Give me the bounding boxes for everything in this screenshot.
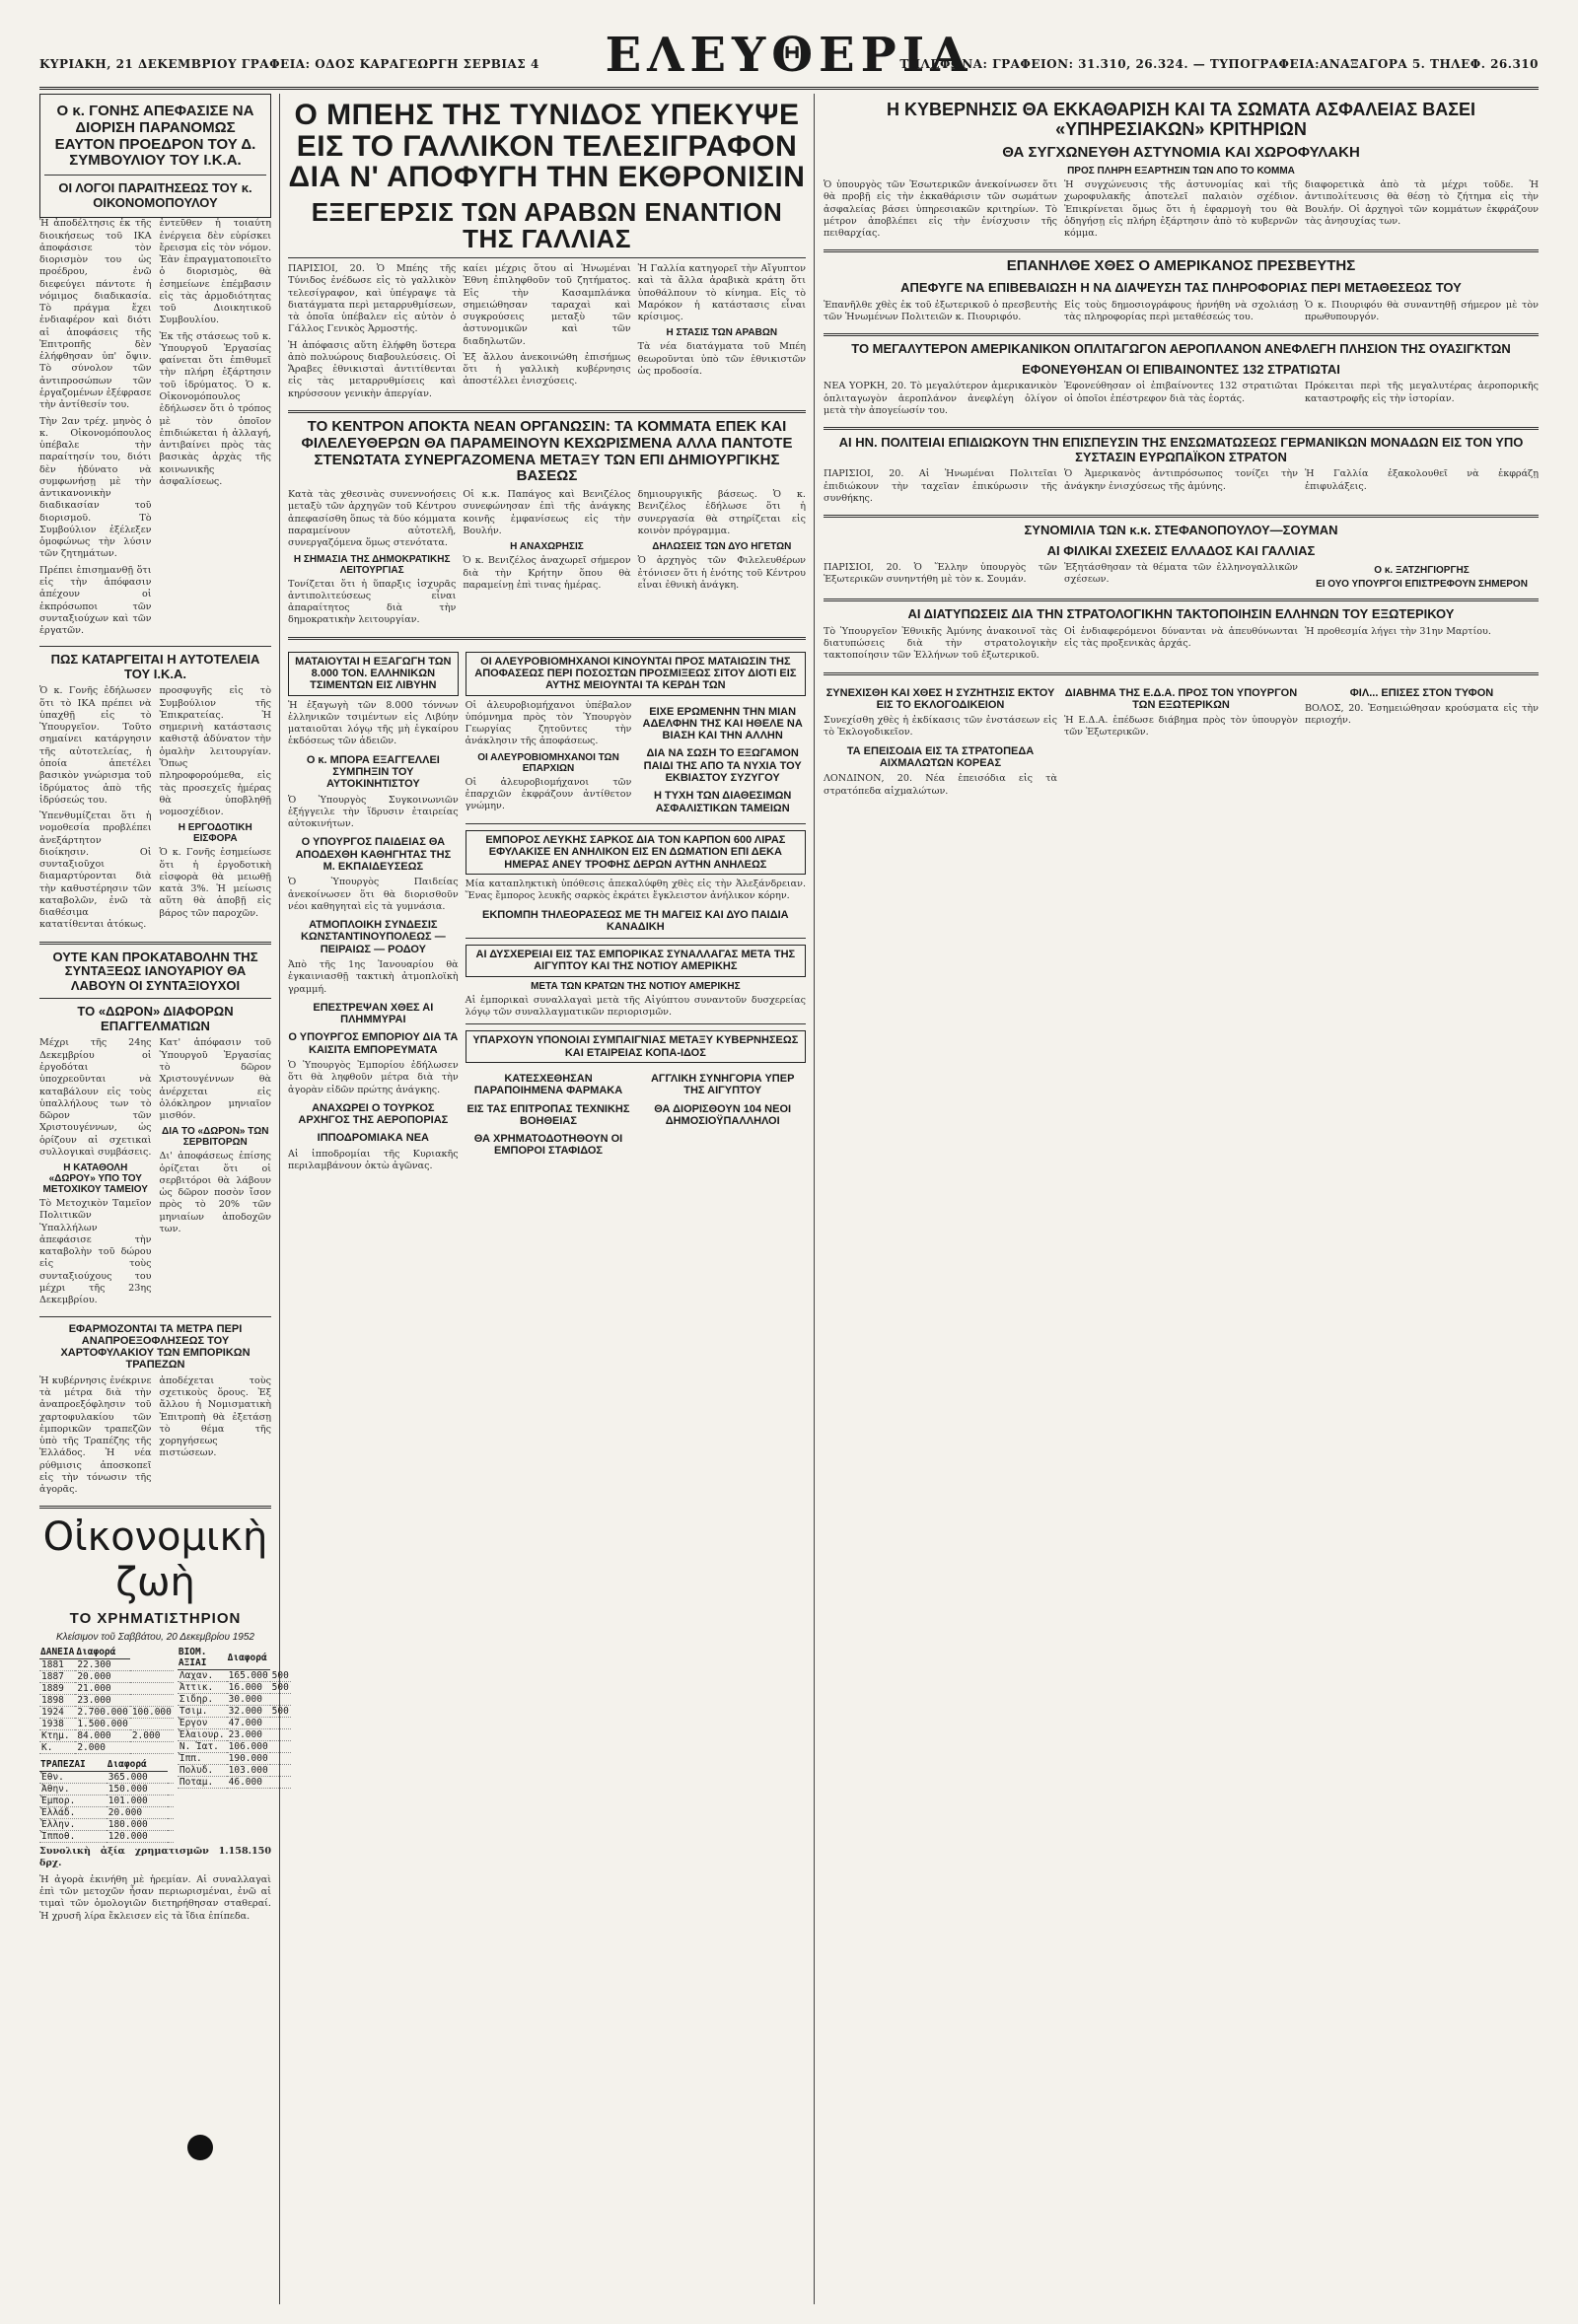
article-text: Τὰ νέα διατάγματα τοῦ Μπέη θεωροῦνται ὑπὸ τῶν ἐθνικιστῶν ὡς προδοσία. [637, 341, 806, 377]
article-text: Ἡ Ε.Δ.Α. ἐπέδωσε διάβημα πρὸς τὸν ὑπουργὸν τῶν Ἐξωτερικῶν. [1064, 715, 1298, 739]
table-row [39, 1796, 174, 1807]
table-row [39, 1719, 174, 1730]
row-value: 365.000 [107, 1772, 168, 1784]
table-row [39, 1784, 174, 1796]
article-text: Οἱ ἀλευροβιομήχανοι τῶν ἐπαρχιῶν ἐκφράζουν ἀντίθετον γνώμην. [465, 776, 632, 812]
headline-conscription: ΑΙ ΔΙΑΤΥΠΩΣΕΙΣ ΔΙΑ ΤΗΝ ΣΤΡΑΤΟΛΟΓΙΚΗΝ ΤΑΚΤΟΠΟΙΗΣΙΝ ΕΛΛΗΝΩΝ ΤΟΥ ΕΞΩΤΕΡΙΚΟΥ [907, 606, 1455, 622]
headline-tv: ΕΚΠΟΜΠΗ ΤΗΛΕΟΡΑΣΕΩΣ ΜΕ ΤΗ ΜΑΓΕΙΣ ΚΑΙ ΔΥΟ ΠΑΙΔΙΑ ΚΑΝΑΔΙΚΗ [482, 908, 789, 933]
article-text: Συνεχίσθη χθὲς ἡ ἐκδίκασις τῶν ἐνστάσεων εἰς τὸ Ἐκλογοδικεῖον. [824, 715, 1057, 739]
article-text: Ἐπανῆλθε χθὲς ἐκ τοῦ ἐξωτερικοῦ ὁ πρεσβευτὴς τῶν Ἡνωμένων Πολιτειῶν κ. Πιουριφόυ. [824, 299, 1057, 323]
table-row [39, 1671, 174, 1683]
headline-shipping-link: ΑΤΜΟΠΛΟΙΚΗ ΣΥΝΔΕΣΙΣ ΚΩΝΣΤΑΝΤΙΝΟΥΠΟΛΕΩΣ — ΠΕΙΡΑΙΩΣ — ΡΟΔΟΥ [300, 919, 446, 955]
headline-english: ΑΓΓΛΙΚΗ ΣΥΝΗΓΟΡΙΑ ΥΠΕΡ ΤΗΣ ΑΙΓΥΠΤΟΥ [650, 1072, 795, 1097]
row-label: Ἱπποθ. [39, 1831, 107, 1843]
row-label: Κ. [39, 1742, 75, 1754]
headline-greek-french: ΑΙ ΦΙΛΙΚΑΙ ΣΧΕΣΕΙΣ ΕΛΛΑΔΟΣ ΚΑΙ ΓΑΛΛΙΑΣ [1046, 542, 1316, 558]
headline-goni: Ο κ. ΓΟΝΗΣ ΑΠΕΦΑΣΙΣΕ ΝΑ ΔΙΟΡΙΣΗ ΠΑΡΑΝΟΜΩΣ ΕΑΥΤΟΝ ΠΡΟΕΔΡΟΝ ΤΟΥ Δ. ΣΥΜΒΟΥΛΙΟΥ ΤΟΥ Ι.Κ.Α. [54, 103, 256, 170]
table-row [39, 1695, 174, 1707]
article-text: ΝΕΑ ΥΟΡΚΗ, 20. Τὸ μεγαλύτερον ἀμερικανικὸν ὁπλιταγωγὸν ἀεροπλάνον ἀνεφλέγη ὀλίγον μετὰ τὴν ἀπογείωσίν του. [824, 381, 1057, 416]
article-text: Τονίζεται ὅτι ἡ ὕπαρξις ἰσχυρᾶς ἀντιπολιτεύσεως εἶναι ἀπαραίτητος διὰ τὴν δημοκρατικὴν λειτουργίαν. [288, 578, 457, 626]
article-text: Αἱ ἐμπορικαὶ συναλλαγαὶ μετὰ τῆς Αἰγύπτου συναντοῦν δυσχερείας λόγῳ τῶν συναλλαγματικῶν περιορισμῶν. [465, 994, 806, 1019]
table-row [39, 1730, 174, 1742]
article-text: Ὁ ἀρχηγὸς τῶν Φιλελευθέρων ἐτόνισεν ὅτι ἡ ἑνότης τοῦ Κέντρου εἶναι ἐθνικὴ ἀνάγκη. [637, 555, 806, 591]
subhead-democratic: Η ΣΗΜΑΣΙΑ ΤΗΣ ΔΗΜΟΚΡΑΤΙΚΗΣ ΛΕΙΤΟΥΡΓΙΑΣ [293, 553, 451, 576]
article-text: Μέχρι τῆς 24ης Δεκεμβρίου οἱ ἐργοδόται ὑποχρεοῦνται νὰ καταβάλουν εἰς τοὺς ὑπαλλήλους των τὸ δῶρον τῶν Χριστουγέννων, ὡς ὁρίζουν αἱ σχετικαὶ συλλογικαὶ συμβάσεις. [39, 1037, 152, 1158]
article-text: Κατὰ τὰς χθεσινὰς συνεννοήσεις μεταξὺ τῶν ἀρχηγῶν τοῦ Κέντρου ἀπεφασίσθη ὅπως τὰ δύο κόμματα παραμείνουν αὐτοτελῆ, συνεργαζόμενα ὅμως στενότατα. [288, 489, 457, 549]
article-text: Εἰς τοὺς δημοσιογράφους ἠρνήθη νὰ σχολιάσῃ τὰς πληροφορίας περὶ μεταθέσεώς του. [1064, 299, 1298, 323]
article-text: Ἡ ἐξαγωγὴ τῶν 8.000 τόννων ἑλληνικῶν τσιμέντων εἰς Λιβύην ματαιοῦται λόγῳ τῆς μὴ ἐγκαίρου ἐκδόσεως τῶν ἀδειῶν. [288, 699, 459, 747]
left-column [39, 94, 289, 2304]
row-label: 1924 [39, 1707, 75, 1719]
table-row [39, 1772, 174, 1784]
row-value: 165.000 [228, 1670, 268, 1682]
article-text: Ἡ ἀπόφασις αὕτη ἐλήφθη ὕστερα ἀπὸ πολυώρους διαβουλεύσεις. Οἱ Ἄραβες ἐθνικισταὶ ἀντιτίθενται εἰς τὰς μεταρρυθμίσεις καὶ κηρύσσουν γενικὴν ἀπεργίαν. [288, 339, 457, 399]
row-label: Σιδηρ. [178, 1694, 227, 1706]
headline-police-merge: ΘΑ ΣΥΓΧΩΝΕΥΘΗ ΑΣΤΥΝΟΜΙΑ ΚΑΙ ΧΩΡΟΦΥΛΑΚΗ [1002, 144, 1360, 162]
article-text: Ἡ Γαλλία ἐξακολουθεῖ νὰ ἐκφράζῃ ἐπιφυλάξεις. [1305, 468, 1539, 492]
article-text: προσφυγῆς εἰς τὸ Συμβούλιον τῆς Ἐπικρατείας. Ἡ σημερινὴ κατάστασις καθιστᾷ ἀδύνατον τὴν ὁμαλὴν λειτουργίαν. Ὅπως πληροφορούμεθα, εἰς τὰς προσεχεῖς ἡμέρας θὰ ὑποβληθῇ νομοσχέδιον. [159, 685, 271, 818]
headline-ika-autonomy: ΠΩΣ ΚΑΤΑΡΓΕΙΤΑΙ Η ΑΥΤΟΤΕΛΕΙΑ ΤΟΥ Ι.Κ.Α. [50, 652, 260, 681]
row-label: Ἐλλάδ. [39, 1807, 107, 1819]
row-value: 106.000 [228, 1741, 268, 1753]
row-value: 500 [271, 1682, 289, 1694]
article-text: Ἡ κυβέρνησις ἐνέκρινε τὰ μέτρα διὰ τὴν ἀναπροεξόφλησιν τοῦ χαρτοφυλακίου τῶν ἐμπορικῶν τραπεζῶν ὑπὸ τῆς Τραπέζης τῆς Ἑλλάδος. Ἡ νέα ρύθμισις ἀποσκοπεῖ εἰς τὴν τόνωσιν τῆς ἀγορᾶς. [39, 1374, 152, 1496]
table-row [39, 1683, 174, 1695]
row-label: 1898 [39, 1695, 75, 1707]
subhead-waiters: ΔΙΑ ΤΟ «ΔΩΡΟΝ» ΤΩΝ ΣΕΡΒΙΤΟΡΩΝ [162, 1126, 269, 1149]
row-value [130, 1659, 174, 1671]
banner-subheadline: ΕΞΕΓΕΡΣΙΣ ΤΩΝ ΑΡΑΒΩΝ ΕΝΑΝΤΙΟΝ ΤΗΣ ΓΑΛΛΙΑΣ [311, 196, 783, 253]
article-text: δημιουργικῆς βάσεως. Ὁ κ. Βενιζέλος ἐδήλωσε ὅτι ἡ συνεργασία θὰ στηρίζεται εἰς κοινὸν πρόγραμμα. [637, 489, 806, 536]
row-value: 47.000 [227, 1718, 270, 1729]
row-value [168, 1784, 174, 1796]
article-text: Δι' ἀποφάσεως ἐπίσης ὁρίζεται ὅτι οἱ σερβιτόροι θὰ λάβουν ὡς δῶρον ποσὸν ἴσον πρὸς τὸ 20% τῶν μηνιαίων ἀποδοχῶν των. [159, 1151, 271, 1234]
row-label: Ἐθν. [39, 1772, 107, 1784]
headline-center-party: ΤΟ ΚΕΝΤΡΟΝ ΑΠΟΚΤΑ ΝΕΑΝ ΟΡΓΑΝΩΣΙΝ: ΤΑ ΚΟΜΜΑΤΑ ΕΠΕΚ ΚΑΙ ΦΙΛΕΛΕΥΘΕΡΩΝ ΘΑ ΠΑΡΑΜΕΙΝΟΥΝ ΚΕΧΩΡΙΣΜΕΝΑ ΑΛΛΑ ΠΑΝΤΟΤΕ ΣΤΕΝΩΤΑΤΑ ΣΥΝΕΡΓΑΖΟΜΕΝΑ ΜΕΤΑΞΥ ΤΩΝ ΕΠΙ ΔΗΜΙΟΥΡΓΙΚΗΣ ΒΑΣΕΩΣ [301, 418, 793, 485]
row-value [168, 1819, 174, 1831]
subhead-arab-stance: Η ΣΤΑΣΙΣ ΤΩΝ ΑΡΑΒΩΝ [666, 327, 778, 339]
headline-rescue: ΔΙΑ ΝΑ ΣΩΣΗ ΤΟ ΕΞΩΓΑΜΟΝ ΠΑΙΔΙ ΤΗΣ ΑΠΟ ΤΑ ΝΥΧΙΑ ΤΟΥ ΕΚΒΙΑΣΤΟΥ ΣΥΖΥΓΟΥ [643, 747, 802, 785]
headline-korea-camps: ΤΑ ΕΠΕΙΣΟΔΙΑ ΕΙΣ ΤΑ ΣΤΡΑΤΟΠΕΔΑ ΑΙΧΜΑΛΩΤΩΝ ΚΟΡΕΑΣ [846, 744, 1035, 769]
table-row [39, 1807, 174, 1819]
table-row [178, 1777, 291, 1789]
headline-civil-servants: ΘΑ ΔΙΟΡΙΣΘΟΥΝ 104 ΝΕΟΙ ΔΗΜΟΣΙΟΫΠΑΛΛΗΛΟΙ [654, 1102, 792, 1127]
row-label: Κτημ. [39, 1730, 75, 1742]
total-trading-value: Συνολικὴ ἀξία χρηματισμῶν 1.158.150 δρχ. [39, 1846, 271, 1869]
article-text: Πρόκειται περὶ τῆς μεγαλυτέρας ἀεροπορικῆς καταστροφῆς εἰς τὴν ἱστορίαν. [1305, 381, 1539, 404]
subhead-contribution: Η ΕΡΓΟΔΟΤΙΚΗ ΕΙΣΦΟΡΑ [178, 822, 252, 845]
headline-ambassador: ΕΠΑΝΗΛΘΕ ΧΘΕΣ Ο ΑΜΕΡΙΚΑΝΟΣ ΠΡΕΣΒΕΥΤΗΣ [1006, 257, 1356, 275]
article-text: Ἐξ ἄλλου ἀνεκοινώθη ἐπισήμως ὅτι ἡ γαλλικὴ κυβέρνησις ἀποστέλλει ἐνισχύσεις. [463, 351, 631, 387]
row-value [130, 1719, 174, 1730]
table-row [39, 1659, 174, 1671]
subhead-departure: Η ΑΝΑΧΩΡΗΣΙΣ [510, 541, 584, 553]
article-text: Ἡ ἀγορὰ ἐκινήθη μὲ ἡρεμίαν. Αἱ συναλλαγαὶ ἐπὶ τῶν μετοχῶν ἦσαν περιωρισμέναι, ἐνῶ αἱ τιμαὶ τῶν ὁμολογιῶν διετηρήθησαν σταθεραί. Ἡ χρυσῆ λίρα ἔκλεισεν εἰς τὰ ἴδια ἐπίπεδα. [39, 1873, 271, 1922]
article-text: Ἡ συγχώνευσις τῆς ἀστυνομίας καὶ τῆς χωροφυλακῆς ἀποτελεῖ παλαιὸν σχέδιον. Ἐπικρίνεται ὅμως ὅτι ἡ ἐφαρμογὴ του θὰ ὁδηγήσῃ εἰς πλήρη ἐξάρτησιν ἀπὸ τὸ κυβερνῶν κόμμα. [1064, 179, 1298, 240]
row-value: 32.000 [227, 1706, 270, 1718]
headline-cars: Ο κ. ΜΠΟΡΑ ΕΞΑΓΓΕΛΛΕΙ ΣΥΜΠΗΞΙΝ ΤΟΥ ΑΥΤΟΚΙΝΗΤΙΣΤΟΥ [306, 753, 440, 791]
article-text: Ὁ Ἀμερικανὸς ἀντιπρόσωπος τονίζει τὴν ἀνάγκην ἐνισχύσεως τῆς ἀμύνης. [1064, 468, 1298, 492]
article-text: Μία καταπληκτικὴ ὑπόθεσις ἀπεκαλύφθη χθὲς εἰς τὴν Ἀλεξάνδρειαν. Ἕνας ἔμπορος λευκῆς σαρκὸς ἐκράτει ἔγκλειστον ἀνήλικον κόρην. [465, 878, 806, 902]
table-row [178, 1741, 291, 1753]
row-value: 22.300 [75, 1659, 129, 1671]
headline-raisin: ΘΑ ΧΡΗΜΑΤΟΔΟΤΗΘΟΥΝ ΟΙ ΕΜΠΟΡΟΙ ΣΤΑΦΙΔΟΣ [473, 1133, 623, 1158]
row-label: 1887 [39, 1671, 75, 1683]
headline-funds: Η ΤΥΧΗ ΤΩΝ ΔΙΑΘΕΣΙΜΩΝ ΑΣΦΑΛΙΣΤΙΚΩΝ ΤΑΜΕΙΩΝ [653, 790, 792, 814]
article-text: Ὑπενθυμίζεται ὅτι ἡ νομοθεσία προβλέπει ἀνεξάρτητον διοίκησιν. Οἱ συνταξιοῦχοι διαμαρτύρονται διὰ τὴν καθυστέρησιν τῶν καταβολῶν, ἐνῶ τὰ διαθέσιμα κατατίθενται ἀτόκως. [39, 810, 152, 931]
table-row [178, 1706, 291, 1718]
article-text: Ἀπὸ τῆς 1ης Ἰανουαρίου θὰ ἐγκαινιασθῇ τακτικὴ ἀτμοπλοϊκὴ γραμμή. [288, 959, 459, 995]
table-row [39, 1742, 174, 1754]
economy-section-title: Οἰκονομικὴ ζωὴ [42, 1514, 268, 1606]
article-text: ΠΑΡΙΣΙΟΙ, 20. Αἱ Ἡνωμέναι Πολιτεῖαι ἐπιδιώκουν τὴν ταχεῖαν ἐπικύρωσιν τῆς συνθήκης. [824, 468, 1057, 504]
article-text: ἐντεῦθεν ἡ τοιαύτη ἐνέργεια δὲν εὑρίσκει ἔρεισμα εἰς τὸν νόμον. Ἐὰν ἐπραγματοποιεῖτο ὁ διορισμὸς, θὰ ἐσημείωνε ἐπέμβασιν εἰς τὰς ἁρμοδιότητας τοῦ Διοικητικοῦ Συμβουλίου. [159, 218, 271, 326]
article-text: Ἡ Γαλλία κατηγορεῖ τὴν Αἴγυπτον καὶ τὰ ἄλλα ἀραβικὰ κράτη ὅτι ὑποθάλπουν τὸ κίνημα. Εἰς τὸ Μαρόκον ἡ κατάστασις εἶναι κρίσιμος. [637, 263, 806, 323]
row-label: Ἀθην. [39, 1784, 107, 1796]
article-text: ΠΑΡΙΣΙΟΙ, 20. Ὁ Μπέης τῆς Τύνιδος ἐνέδωσε εἰς τὸ γαλλικὸν τελεσίγραφον, καὶ ὑπέγραψε τὰ διατάγματα περὶ μεταρρυθμίσεων, τὰ ὁποῖα ὑπέβαλεν εἰς αὐτὸν ὁ Γάλλος Γενικὸς Ἀρμοστής. [288, 263, 457, 335]
table-row [178, 1670, 291, 1682]
row-value: 103.000 [228, 1765, 268, 1777]
row-label: Ἀττικ. [178, 1682, 227, 1694]
newspaper-title: ΕΛΕΥΘΕΡΙΑ [605, 28, 973, 83]
article-text: ἀποδέχεται τοὺς σχετικοὺς ὅρους. Ἐξ ἄλλου ἡ Νομισματικὴ Ἐπιτροπὴ θὰ ἐξετάσῃ τὸ θέμα τῆς χορηγήσεως πιστώσεων. [159, 1374, 271, 1459]
row-label: Ἐμπορ. [39, 1796, 107, 1807]
stock-exchange-date: Κλείσιμον τοῦ Σαββάτου, 20 Δεκεμβρίου 1952 [55, 1632, 254, 1644]
row-label: Ν. Ἰατ. [178, 1741, 227, 1753]
headline-stefanopoulos: ΣΥΝΟΜΙΛΙΑ ΤΩΝ κ.κ. ΣΤΕΦΑΝΟΠΟΥΛΟΥ—ΣΟΥΜΑΝ [1024, 523, 1338, 538]
table-row [39, 1707, 174, 1719]
row-value [130, 1695, 174, 1707]
row-value [130, 1683, 174, 1695]
article-text: Ὁ κ. Βενιζέλος ἀναχωρεῖ σήμερον διὰ τὴν Κρήτην ὅπου θὰ παραμείνῃ ἐπὶ τινας ἡμέρας. [463, 555, 631, 591]
row-value [168, 1772, 174, 1784]
row-value [168, 1831, 174, 1843]
row-label: Τσιμ. [178, 1706, 227, 1718]
headline-education: Ο ΥΠΟΥΡΓΟΣ ΠΑΙΔΕΙΑΣ ΘΑ ΑΠΟΔΕΧΘΗ ΚΑΘΗΓΗΤΑΣ ΤΗΣ Μ. ΕΚΠΑΙΔΕΥΣΕΩΣ [295, 836, 452, 873]
table-row [178, 1753, 291, 1765]
row-label: Ποταμ. [178, 1777, 227, 1789]
row-value: 30.000 [227, 1694, 270, 1706]
ink-blot [187, 2135, 213, 2160]
row-value: 150.000 [107, 1784, 168, 1796]
row-value: 2.000 [130, 1730, 174, 1742]
row-value: 190.000 [228, 1753, 268, 1765]
row-value: 500 [271, 1706, 289, 1718]
article-text: Οἱ ἐνδιαφερόμενοι δύνανται νὰ ἀπευθύνωνται εἰς τὰς προξενικὰς ἀρχάς. [1064, 625, 1298, 649]
article-text: Κατ' ἀπόφασιν τοῦ Ὑπουργοῦ Ἐργασίας τὸ δῶρον Χριστουγέννων θὰ ἀνέρχεται εἰς ὁλόκληρον μηνιαῖον μισθόν. [159, 1037, 271, 1122]
article-text: καίει μέχρις ὅτου αἱ Ἡνωμέναι Ἐθνη ἐπιληφθοῦν τοῦ ζητήματος. Εἰς τὴν Κασαμπλάνκα σημειώθησαν ταραχαὶ καὶ συγκρούσεις μεταξὺ τῶν ἀστυνομικῶν καὶ τῶν διαδηλωτῶν. [463, 263, 631, 347]
row-label: 1881 [39, 1659, 75, 1671]
row-label: 1889 [39, 1683, 75, 1695]
table-row [178, 1694, 291, 1706]
article-text: ΒΟΛΟΣ, 20. Ἐσημειώθησαν κρούσματα εἰς τὴν περιοχήν. [1305, 702, 1539, 727]
row-value: 16.000 [227, 1682, 270, 1694]
article-text: Πρέπει ἐπισημανθῇ ὅτι εἰς τὴν ἀπόφασιν ἀπέχουν οἱ ἐκπρόσωποι τῶν συνταξιούχων καὶ τῶν ἐργατῶν. [39, 564, 152, 637]
banner-headline: Ο ΜΠΕΗΣ ΤΗΣ ΤΥΝΙΔΟΣ ΥΠΕΚΥΨΕ ΕΙΣ ΤΟ ΓΑΛΛΙΚΟΝ ΤΕΛΕΣΙΓΡΑΦΟΝ ΔΙΑ Ν' ΑΠΟΦΥΓΗ ΤΗΝ ΕΚΘΡΟΝΙΣΙΝ [288, 99, 806, 193]
headline-racing: ΙΠΠΟΔΡΟΜΙΑΚΑ ΝΕΑ [317, 1132, 429, 1145]
column-rule [279, 94, 280, 2304]
headline-transfer-rumors: ΑΠΕΦΥΓΕ ΝΑ ΕΠΙΒΕΒΑΙΩΣΗ Η ΝΑ ΔΙΑΨΕΥΣΗ ΤΑΣ ΠΛΗΡΟΦΟΡΙΑΣ ΠΕΡΙ ΜΕΤΑΘΕΣΕΩΣ ΤΟΥ [900, 280, 1462, 296]
article-text: ΛΟΝΔΙΝΟΝ, 20. Νέα ἐπεισόδια εἰς τὰ στρατόπεδα αἰχμαλώτων. [824, 773, 1057, 797]
row-value: 20.000 [75, 1671, 129, 1683]
headline-box [39, 94, 271, 218]
row-value: 46.000 [227, 1777, 270, 1789]
stock-exchange-title: ΤΟ ΧΡΗΜΑΤΙΣΤΗΡΙΟΝ [69, 1610, 242, 1628]
headline-gift: ΤΟ «ΔΩΡΟΝ» ΔΙΑΦΟΡΩΝ ΕΠΑΓΓΕΛΜΑΤΙΩΝ [77, 1004, 234, 1033]
row-value: 23.000 [227, 1729, 270, 1741]
subhead-party-dependence: ΠΡΟΣ ΠΛΗΡΗ ΕΞΑΡΤΗΣΙΝ ΤΩΝ ΑΠΟ ΤΟ ΚΟΜΜΑ [1067, 166, 1295, 177]
article-text: Ἐξητάσθησαν τὰ θέματα τῶν ἑλληνογαλλικῶν σχέσεων. [1064, 562, 1298, 586]
headline-german-units: ΑΙ ΗΝ. ΠΟΛΙΤΕΙΑΙ ΕΠΙΔΙΩΚΟΥΝ ΤΗΝ ΕΠΙΣΠΕΥΣΙΝ ΤΗΣ ΕΝΣΩΜΑΤΩΣΕΩΣ ΓΕΡΜΑΝΙΚΩΝ ΜΟΝΑΔΩΝ ΕΙΣ ΤΟΝ ΥΠΟ ΣΥΣΤΑΣΙΝ ΕΥΡΩΠΑΪΚΟΝ ΣΤΡΑΤΟΝ [838, 435, 1524, 464]
headline-drugs: ΚΑΤΕΣΧΕΘΗΣΑΝ ΠΑΡΑΠΟΙΗΜΕΝΑ ΦΑΡΜΑΚΑ [473, 1072, 623, 1097]
article-text: Αἱ ἱπποδρομίαι τῆς Κυριακῆς περιλαμβάνουν ὀκτὼ ἀγῶνας. [288, 1148, 459, 1172]
article-text: Τὴν 2αν τρέχ. μηνὸς ὁ κ. Οἰκονομόπουλος ὑπέβαλε τὴν παραίτησίν του, διότι δὲν ἠδύνατο νὰ συμφωνήσῃ μὲ τὴν ἀντικανονικὴν διαδικασίαν τοῦ διορισμοῦ. Τὸ Συμβούλιον ἐξέλεξεν ὁμοφώνως τὴν λύσιν τῶν ζητημάτων. [39, 415, 152, 560]
headline-air-chief: ΑΝΑΧΩΡΕΙ Ο ΤΟΥΡΚΟΣ ΑΡΧΗΓΟΣ ΤΗΣ ΑΕΡΟΠΟΡΙΑΣ [298, 1101, 449, 1127]
article-text: Ἡ προθεσμία λήγει τὴν 31ην Μαρτίου. [1305, 625, 1491, 637]
table-row [178, 1682, 291, 1694]
headline-bank-measures: ΕΦΑΡΜΟΖΟΝΤΑΙ ΤΑ ΜΕΤΡΑ ΠΕΡΙ ΑΝΑΠΡΟΕΞΟΦΛΗΣΕΩΣ ΤΟΥ ΧΑΡΤΟΦΥΛΑΚΙΟΥ ΤΩΝ ΕΜΠΟΡΙΚΩΝ ΤΡΑΠΕΖΩΝ [60, 1322, 251, 1372]
article-text: Ἐφονεύθησαν οἱ ἐπιβαίνοντες 132 στρατιῶται οἱ ὁποῖοι ἐπέστρεφον διὰ τὰς ἑορτάς. [1064, 381, 1298, 404]
row-value: 100.000 [131, 1707, 172, 1719]
headline-pensioners: ΟΥΤΕ ΚΑΝ ΠΡΟΚΑΤΑΒΟΛΗΝ ΤΗΣ ΣΥΝΤΑΞΕΩΣ ΙΑΝΟΥΑΡΙΟΥ ΘΑ ΛΑΒΟΥΝ ΟΙ ΣΥΝΤΑΞΙΟΥΧΟΙ [52, 949, 258, 993]
article-text: διαφορετικὰ ἀπὸ τὰ μέχρι τοῦδε. Ἡ ἀντιπολίτευσις θὰ θέσῃ τὸ ζήτημα εἰς τὴν Βουλήν. Οἱ ἀρχηγοὶ τῶν κομμάτων ἐκφράζουν τὰς ἀνησυχίας των. [1305, 179, 1539, 227]
article-text: Ὁ κ. Γονῆς ἐδήλωσεν ὅτι τὸ ΙΚΑ πρέπει νὰ ὑπαχθῇ εἰς τὸ Ὑπουργεῖον. Τοῦτο σημαίνει κατάργησιν τῆς αὐτοτελείας, ἡ ὁποία ἀπετέλει βασικὸν γνώρισμα τοῦ ἱδρύματος ἀπὸ τῆς ἱδρύσεώς του. [39, 685, 152, 806]
headline-eda: ΔΙΑΒΗΜΑ ΤΗΣ Ε.Δ.Α. ΠΡΟΣ ΤΟΝ ΥΠΟΥΡΓΟΝ ΤΩΝ ΕΞΩΤΕΡΙΚΩΝ [1064, 686, 1298, 711]
row-value: 180.000 [107, 1819, 168, 1831]
headline-election-court: ΣΥΝΕΧΙΣΘΗ ΚΑΙ ΧΘΕΣ Η ΣΥΖΗΤΗΣΙΣ ΕΚΤΟΥ ΕΙΣ ΤΟ ΕΚΛΟΓΟΔΙΚΕΙΟΝ [825, 686, 1055, 711]
loans-table: ΔΑΝΕΙΑ Διαφορά 1881 22.300 1887 20.000 1889 21.000 1898 23.000 1924 2.700.000 100.000 1938 1.500.000 Κτημ. 84.000 2.000 Κ. 2.000 [40, 1647, 172, 1754]
headline-cement: ΜΑΤΑΙΟΥΤΑΙ Η ΕΞΑΓΩΓΗ ΤΩΝ 8.000 ΤΟΝ. ΕΛΛΗΝΙΚΩΝ ΤΣΙΜΕΝΤΩΝ ΕΙΣ ΛΙΒΥΗΝ [288, 652, 459, 696]
industrial-table: ΒΙΟΜ. ΑΞΙΑΙ Διαφορά Λαχαν. 165.000 500 Ἀττικ. 16.000 500 Σιδηρ. 30.000 Τσιμ. 32.000 500 Ἐργον 47.000 Ἐλαιουρ. 23.000 Ν. Ἰατ. 106.000 Ἱππ. 190.000 Πολυδ. 103.000 Ποταμ. 46.000 [178, 1647, 289, 1789]
row-value [130, 1671, 174, 1683]
headline-tech-aid: ΕΙΣ ΤΑΣ ΕΠΙΤΡΟΠΑΣ ΤΕΧΝΙΚΗΣ ΒΟΗΘΕΙΑΣ [466, 1102, 630, 1127]
masthead-left-info: ΚΥΡΙΑΚΗ, 21 ΔΕΚΕΜΒΡΙΟΥ ΓΡΑΦΕΙΑ: ΟΔΟΣ ΚΑΡΑΓΕΩΡΓΗ ΣΕΡΒΙΑΣ 4 [39, 57, 539, 71]
article-text: Ἡ ἀποδέλτησις ἐκ τῆς διοικήσεως τοῦ ΙΚΑ ἀποφάσισε τὸν διορισμὸν του ὡς προέδρου, ἐνῶ διεφεύγει πάντοτε ἡ νόμιμος διαδικασία. Τὸ πράγμα ἔχει ἐνδιαφέρον καὶ διότι αἱ ἀποφάσεις τῆς Ἐπιτροπῆς δὲν ἐλήφθησαν ὑπ' ὄψιν. Τὸ σύνολον τῶν ἀντιπροσώπων τῶν ἐργαζομένων ἐξέφρασε τὴν ἀντίθεσίν του. [39, 218, 152, 411]
headline-wife: ΕΙΧΕ ΕΡΩΜΕΝΗΝ ΤΗΝ ΜΙΑΝ ΑΔΕΛΦΗΝ ΤΗΣ ΚΑΙ ΗΘΕΛΕ ΝΑ ΒΙΑΣΗ ΚΑΙ ΤΗΝ ΑΛΛΗΝ [642, 705, 803, 742]
row-label: Ἐργον [178, 1718, 227, 1729]
center-column [288, 94, 806, 2304]
headline-resignation: ΟΙ ΛΟΓΟΙ ΠΑΡΑΙΤΗΣΕΩΣ ΤΟΥ κ. ΟΙΚΟΝΟΜΟΠΟΥΛΟΥ [58, 180, 252, 210]
row-value: 84.000 [75, 1730, 129, 1742]
article-text: Ὁ Ὑπουργὸς Συγκοινωνιῶν ἐξήγγειλε τὴν ἵδρυσιν ἑταιρείας αὐτοκινήτων. [288, 794, 459, 830]
article-text: Ὁ ὑπουργὸς τῶν Ἐσωτερικῶν ἀνεκοίνωσεν ὅτι θὰ προβῇ εἰς τὴν ἐκκαθάρισιν τῶν σωμάτων ἀσφαλείας βάσει ὑπηρεσιακῶν κριτηρίων. Τὸ μέτρον ἀποβλέπει εἰς τὴν ἐνίσχυσιν τῆς πειθαρχίας. [824, 179, 1057, 240]
row-value: 1.500.000 [77, 1719, 128, 1730]
article-text: Ὁ Ὑπουργὸς Παιδείας ἀνεκοίνωσεν ὅτι θὰ διορισθοῦν νέοι καθηγηταὶ εἰς τὰ γυμνάσια. [288, 877, 459, 912]
subhead-flour-provinces: ΟΙ ΑΛΕΥΡΟΒΙΟΜΗΧΑΝΟΙ ΤΩΝ ΕΠΑΡΧΙΩΝ [477, 751, 619, 774]
row-label: Λαχαν. [178, 1670, 227, 1682]
row-value: 20.000 [107, 1807, 168, 1819]
row-label: Ἱππ. [178, 1753, 227, 1765]
article-text: Ὁ Ὑπουργὸς Ἐμπορίου ἐδήλωσεν ὅτι θὰ ληφθοῦν μέτρα διὰ τὴν ἀγορὰν εἰδῶν πρώτης ἀνάγκης. [288, 1060, 459, 1095]
headline-soldiers-killed: ΕΦΟΝΕΥΘΗΣΑΝ ΟΙ ΕΠΙΒΑΙΝΟΝΤΕΣ 132 ΣΤΡΑΤΙΩΤΑΙ [1022, 361, 1340, 377]
table-row [39, 1831, 174, 1843]
row-value: 101.000 [107, 1796, 168, 1807]
subhead-statements: ΔΗΛΩΣΕΙΣ ΤΩΝ ΔΥΟ ΗΓΕΤΩΝ [652, 541, 792, 553]
row-value: 2.700.000 [77, 1707, 128, 1719]
article-text: Ὁ κ. Γονῆς ἐσημείωσε ὅτι ἡ ἐργοδοτικὴ εἰσφορὰ θὰ μειωθῇ κατὰ 3%. Ἡ μείωσις αὕτη θὰ ἀποβῇ εἰς βάρος τῶν παροχῶν. [159, 847, 271, 919]
table-row [178, 1729, 291, 1741]
subhead-share-fund: Η ΚΑΤΑΘΟΛΗ «ΔΩΡΟΥ» ΥΠΟ ΤΟΥ ΜΕΤΟΧΙΚΟΥ ΤΑΜΕΙΟΥ [42, 1162, 148, 1196]
headline-kopais: ΥΠΑΡΧΟΥΝ ΥΠΟΝΟΙΑΙ ΣΥΜΠΑΙΓΝΙΑΣ ΜΕΤΑΞΥ ΚΥΒΕΡΝΗΣΕΩΣ ΚΑΙ ΕΤΑΙΡΕΙΑΣ ΚΟΠΑ-ΙΔΟΣ [466, 1030, 806, 1063]
subhead-ministers-return: ΕΙ ΟΥΟ ΥΠΟΥΡΓΟΙ ΕΠΙΣΤΡΕΦΟΥΝ ΣΗΜΕΡΟΝ [1316, 579, 1528, 591]
headline-plane-crash: ΤΟ ΜΕΓΑΛΥΤΕΡΟΝ ΑΜΕΡΙΚΑΝΙΚΟΝ ΟΠΛΙΤΑΓΩΓΟΝ ΑΕΡΟΠΛΑΝΟΝ ΑΝΕΦΛΕΓΗ ΠΛΗΣΙΟΝ ΤΗΣ ΟΥΑΣΙΓΚΤΩΝ [851, 341, 1511, 357]
right-column [824, 94, 1539, 2304]
headline-lemon: ΕΜΠΟΡΟΣ ΛΕΥΚΗΣ ΣΑΡΚΟΣ ΔΙΑ ΤΟΝ ΚΑΡΠΟΝ 600 ΛΙΡΑΣ ΕΦΥΛΑΚΙΣΕ ΕΝ ΑΝΗΛΙΚΟΝ ΕΙΣ ΕΝ ΔΩΜΑΤΙΟΝ ΕΠΙ ΔΕΚΑ ΗΜΕΡΑΣ ΑΝΕΥ ΤΡΟΦΗΣ ΔΕΡΩΝ ΑΥΤΗΝ ΑΝΗΛΕΩΣ [466, 830, 806, 875]
column-rule [814, 94, 815, 2304]
article-text: Οἱ κ.κ. Παπάγος καὶ Βενιζέλος συνεφώνησαν ἐπὶ τῆς ἀνάγκης κοινῆς ἐμφανίσεως εἰς τὴν Βουλήν. [463, 489, 631, 536]
article-text: Τὸ Ὑπουργεῖον Ἐθνικῆς Ἀμύνης ἀνακοινοῖ τὰς διατυπώσεις διὰ τὴν στρατολογικὴν τακτοποίησιν τῶν Ἑλλήνων τοῦ ἐξωτερικοῦ. [824, 625, 1057, 662]
headline-floods: ΕΠΕΣΤΡΕΨΑΝ ΧΘΕΣ ΑΙ ΠΛΗΜΜΥΡΑΙ [313, 1001, 434, 1026]
subhead-hatzigiorgis: Ο κ. ΞΑΤΖΗΓΙΟΡΓΗΣ [1374, 565, 1470, 577]
row-label: Πολυδ. [178, 1765, 227, 1777]
row-value [130, 1742, 174, 1754]
row-value: 23.000 [75, 1695, 129, 1707]
article-text: Ἐκ τῆς στάσεως τοῦ κ. Ὑπουργοῦ Ἐργασίας φαίνεται ὅτι ἐπιθυμεῖ τὴν πλήρη ἐξάρτησιν τοῦ ἱδρύματος. Ὁ κ. Οἰκονομόπουλος ἐδήλωσεν ὅτι ὁ τρόπος μὲ τὸν ὁποῖον ἐπιδιώκεται ἡ ἀλλαγή, ἀντιβαίνει πρὸς τὰς βασικὰς ἀρχὰς τῆς κοινωνικῆς ἀσφαλίσεως. [159, 330, 271, 487]
row-value: 500 [271, 1669, 289, 1681]
headline-trade-minister: Ο ΥΠΟΥΡΓΟΣ ΕΜΠΟΡΙΟΥ ΔΙΑ ΤΑ ΚΑΙΣΙΤΑ ΕΜΠΟΡΕΥΜΑΤΑ [288, 1031, 459, 1056]
headline-typhus: ΦΙΛ... ΕΠΙΣΕΣ ΣΤΟΝ ΤΥΦΟΝ [1349, 686, 1494, 699]
row-value: 120.000 [107, 1831, 168, 1843]
article-text: Οἱ ἀλευροβιομήχανοι ὑπέβαλον ὑπόμνημα πρὸς τὸν Ὑπουργὸν Γεωργίας ζητοῦντες τὴν ἀνάκλησιν τῆς ἀποφάσεως. [465, 699, 632, 747]
table-row [178, 1718, 291, 1729]
article-text: ΠΑΡΙΣΙΟΙ, 20. Ὁ Ἕλλην ὑπουργὸς τῶν Ἐξωτερικῶν συνηντήθη μὲ τὸν κ. Σουμάν. [824, 562, 1057, 586]
row-label: Ἑλλην. [39, 1819, 107, 1831]
row-value [168, 1807, 174, 1819]
row-value [168, 1796, 174, 1807]
headline-egypt-trade: ΑΙ ΔΥΣΧΕΡΕΙΑΙ ΕΙΣ ΤΑΣ ΕΜΠΟΡΙΚΑΣ ΣΥΝΑΛΛΑΓΑΣ ΜΕΤΑ ΤΗΣ ΑΙΓΥΠΤΟΥ ΚΑΙ ΤΗΣ ΝΟΤΙΟΥ ΑΜΕΡΙΚΗΣ [466, 945, 806, 977]
headline-security-forces: Η ΚΥΒΕΡΝΗΣΙΣ ΘΑ ΕΚΚΑΘΑΡΙΣΗ ΚΑΙ ΤΑ ΣΩΜΑΤΑ ΑΣΦΑΛΕΙΑΣ ΒΑΣΕΙ «ΥΠΗΡΕΣΙΑΚΩΝ» ΚΡΙΤΗΡΙΩΝ [886, 100, 1476, 140]
row-label: Ἐλαιουρ. [179, 1729, 225, 1741]
row-label: 1938 [39, 1719, 75, 1730]
subhead-south-america: ΜΕΤΑ ΤΩΝ ΚΡΑΤΩΝ ΤΗΣ ΝΟΤΙΟΥ ΑΜΕΡΙΚΗΣ [531, 980, 741, 992]
table-row [178, 1765, 291, 1777]
masthead [39, 28, 1539, 90]
banks-table: ΤΡΑΠΕΖΑΙ Διαφορά Ἐθν. 365.000 Ἀθην. 150.000 Ἐμπορ. 101.000 Ἐλλάδ. 20.000 Ἑλλην. 180.000 Ἱπποθ. 120.000 [39, 1758, 174, 1843]
table-row [39, 1819, 174, 1831]
row-value: 21.000 [75, 1683, 129, 1695]
row-value: 2.000 [75, 1742, 129, 1754]
masthead-right-info: ΤΗΛΕΦΩΝΑ: ΓΡΑΦΕΙΟΝ: 31.310, 26.324. — ΤΥΠΟΓΡΑΦΕΙΑ:ΑΝΑΞΑΓΟΡΑ 5. ΤΗΛΕΦ. 26.310 [899, 57, 1539, 71]
headline-flour: ΟΙ ΑΛΕΥΡΟΒΙΟΜΗΧΑΝΟΙ ΚΙΝΟΥΝΤΑΙ ΠΡΟΣ ΜΑΤΑΙΩΣΙΝ ΤΗΣ ΑΠΟΦΑΣΕΩΣ ΠΕΡΙ ΠΟΣΟΣΤΩΝ ΠΡΟΣΜΙΞΕΩΣ ΣΙΤΟΥ ΔΙΟΤΙ ΕΙΣ ΑΥΤΗΣ ΜΕΙΟΥΝΤΑΙ ΤΑ ΚΕΡΔΗ ΤΩΝ [466, 652, 806, 696]
article-text: Ὁ κ. Πιουριφόυ θὰ συναντηθῇ σήμερον μὲ τὸν πρωθυπουργόν. [1305, 299, 1539, 323]
article-text: Τὸ Μετοχικὸν Ταμεῖον Πολιτικῶν Ὑπαλλήλων ἀπεφάσισε τὴν καταβολὴν τοῦ δώρου εἰς τοὺς συνταξιούχους του μέχρι τῆς 23ης Δεκεμβρίου. [39, 1198, 152, 1306]
